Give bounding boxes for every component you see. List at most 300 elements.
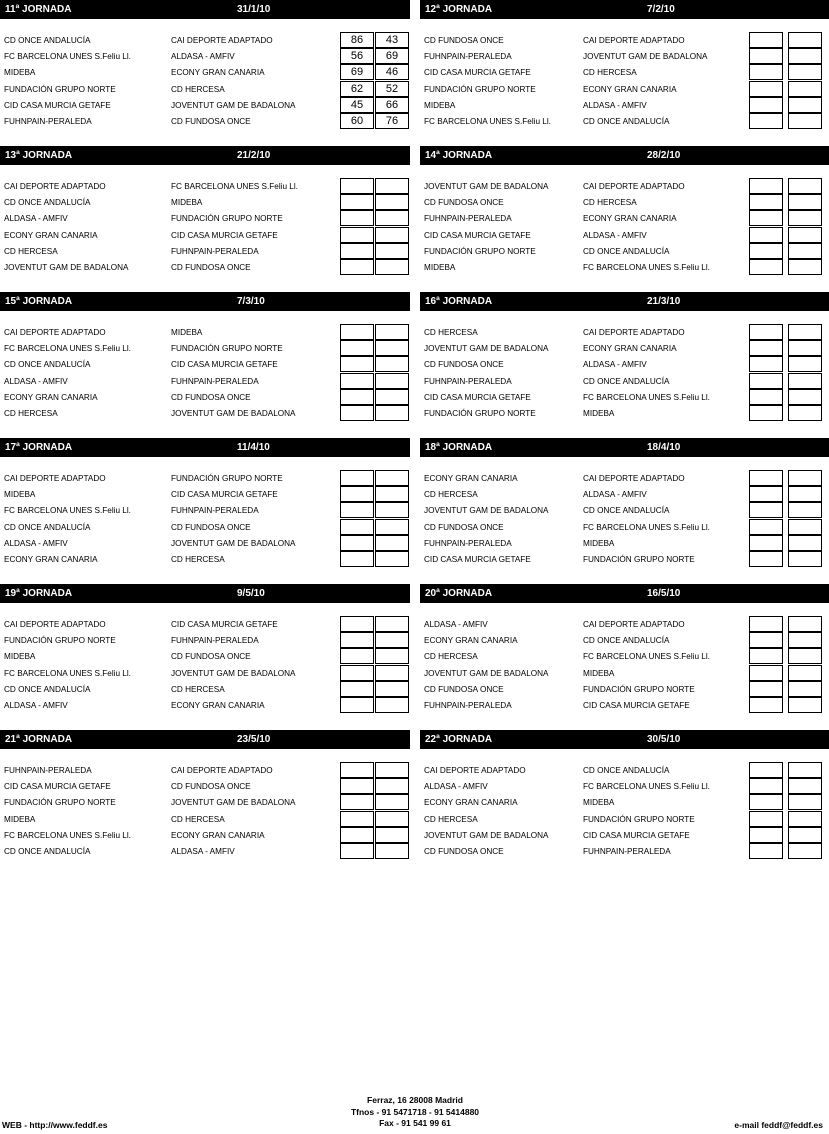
away-score-box[interactable]: 43 [375, 32, 409, 48]
away-score-box[interactable] [788, 470, 822, 486]
away-score-box[interactable] [788, 340, 822, 356]
away-score-box[interactable] [788, 502, 822, 518]
home-team: ECONY GRAN CANARIA [4, 230, 98, 240]
home-score-box[interactable] [340, 178, 374, 194]
away-team: CID CASA MURCIA GETAFE [171, 360, 278, 370]
home-score-box[interactable] [340, 616, 374, 632]
home-score-box[interactable] [749, 616, 783, 632]
home-score-box[interactable] [749, 535, 783, 551]
home-team: MIDEBA [424, 262, 456, 272]
away-team: CAI DEPORTE ADAPTADO [583, 182, 685, 191]
home-score-box[interactable] [749, 389, 783, 405]
away-score-box[interactable] [788, 178, 822, 194]
home-team: CID CASA MURCIA GETAFE [424, 392, 531, 402]
away-score-box[interactable] [788, 389, 822, 405]
home-score-box[interactable] [749, 178, 783, 194]
match-row [0, 843, 410, 859]
round-block [420, 0, 829, 126]
match-row [0, 648, 410, 664]
home-score-box[interactable] [340, 389, 374, 405]
match-row [420, 178, 829, 194]
match-row [420, 356, 829, 372]
match-list [0, 178, 410, 275]
away-score-box[interactable] [788, 681, 822, 697]
away-score-box[interactable] [375, 373, 409, 389]
match-list [0, 324, 410, 421]
away-score-box[interactable] [788, 778, 822, 794]
round-header [420, 146, 829, 165]
match-row [420, 324, 829, 340]
home-score-box[interactable] [340, 762, 374, 778]
home-team: CD FUNDOSA ONCE [424, 522, 504, 532]
home-score-box[interactable] [749, 32, 783, 48]
match-row [0, 178, 410, 194]
away-score-box[interactable] [788, 81, 822, 97]
home-score-box[interactable] [340, 535, 374, 551]
home-team: FUNDACIÓN GRUPO NORTE [424, 84, 536, 94]
home-team: FUHNPAIN-PERALEDA [424, 52, 512, 62]
match-list [420, 470, 829, 567]
home-score-box[interactable] [749, 81, 783, 97]
home-score-box[interactable] [340, 324, 374, 340]
away-team: FC BARCELONA UNES S.Feliu Ll. [583, 522, 710, 532]
away-score-box[interactable] [788, 632, 822, 648]
home-team: CD ONCE ANDALUCÍA [4, 360, 91, 370]
round-header [420, 0, 829, 19]
away-score-box[interactable] [788, 486, 822, 502]
away-team: CD ONCE ANDALUCÍA [583, 246, 670, 256]
away-team: ALDASA - AMFIV [583, 360, 647, 370]
away-score-box[interactable] [375, 340, 409, 356]
away-score-box[interactable] [375, 194, 409, 210]
round-header [0, 584, 410, 603]
home-score-box[interactable] [749, 243, 783, 259]
home-score-box[interactable] [749, 356, 783, 372]
home-team: CD HERCESA [424, 652, 478, 662]
home-team: CD FUNDOSA ONCE [424, 684, 504, 694]
home-team: CID CASA MURCIA GETAFE [424, 230, 531, 240]
away-team: CAI DEPORTE ADAPTADO [583, 36, 685, 45]
match-row [420, 97, 829, 113]
home-team: MIDEBA [424, 100, 456, 110]
home-team: ECONY GRAN CANARIA [424, 636, 518, 646]
away-score-box[interactable] [375, 794, 409, 810]
away-team: MIDEBA [583, 668, 615, 678]
away-score-box[interactable] [375, 551, 409, 567]
round-block [420, 730, 829, 856]
match-row [0, 113, 410, 129]
away-score-box[interactable] [788, 811, 822, 827]
home-score-box[interactable] [749, 502, 783, 518]
home-team: CD HERCESA [424, 814, 478, 824]
home-score-box[interactable] [749, 210, 783, 226]
away-score-box[interactable] [788, 697, 822, 713]
match-row [420, 243, 829, 259]
home-score-box[interactable] [749, 827, 783, 843]
away-score-box[interactable] [788, 227, 822, 243]
match-row [420, 616, 829, 632]
match-row [420, 340, 829, 356]
home-score-box[interactable] [340, 811, 374, 827]
home-score-box[interactable] [749, 405, 783, 421]
away-score-box[interactable] [375, 843, 409, 859]
home-score-box[interactable] [340, 486, 374, 502]
home-score-box[interactable] [340, 681, 374, 697]
match-row [0, 551, 410, 567]
round-header [420, 730, 829, 749]
round-date: 11/4/10 [237, 442, 270, 453]
away-score-box[interactable] [788, 373, 822, 389]
home-score-box[interactable] [749, 778, 783, 794]
away-team: MIDEBA [171, 328, 203, 337]
home-score-box[interactable] [340, 778, 374, 794]
match-row [420, 81, 829, 97]
match-row [420, 762, 829, 778]
away-score-box[interactable] [375, 405, 409, 421]
away-score-box[interactable] [375, 356, 409, 372]
home-team: CD FUNDOSA ONCE [424, 36, 504, 45]
away-team: JOVENTUT GAM DE BADALONA [171, 668, 296, 678]
home-score-box[interactable] [749, 64, 783, 80]
home-team: FUNDACIÓN GRUPO NORTE [4, 84, 116, 94]
home-score-box[interactable] [749, 648, 783, 664]
round-date: 18/4/10 [647, 442, 681, 453]
match-row [0, 502, 410, 518]
match-row [420, 259, 829, 275]
away-score-box[interactable] [375, 519, 409, 535]
away-score-box[interactable] [788, 794, 822, 810]
away-score-box[interactable] [375, 811, 409, 827]
away-team: CD ONCE ANDALUCÍA [583, 766, 670, 775]
home-team: ALDASA - AMFIV [4, 700, 68, 710]
home-team: JOVENTUT GAM DE BADALONA [4, 262, 129, 272]
home-score-box[interactable] [749, 373, 783, 389]
away-score-box[interactable] [788, 665, 822, 681]
away-score-box[interactable] [788, 762, 822, 778]
home-score-box[interactable] [749, 470, 783, 486]
away-team: CD ONCE ANDALUCÍA [583, 506, 670, 516]
home-team: FUNDACIÓN GRUPO NORTE [4, 798, 116, 808]
home-team: CAI DEPORTE ADAPTADO [4, 328, 106, 337]
away-score-box[interactable] [375, 697, 409, 713]
home-team: CD ONCE ANDALUCÍA [4, 522, 91, 532]
away-score-box[interactable] [375, 632, 409, 648]
match-list [0, 32, 410, 129]
home-score-box[interactable] [749, 762, 783, 778]
away-score-box[interactable] [375, 616, 409, 632]
round-block [420, 146, 829, 272]
away-team: CD FUNDOSA ONCE [171, 262, 251, 272]
home-team: ECONY GRAN CANARIA [424, 474, 518, 483]
home-team: FUHNPAIN-PERALEDA [424, 214, 512, 224]
away-team: JOVENTUT GAM DE BADALONA [171, 100, 296, 110]
away-team: JOVENTUT GAM DE BADALONA [171, 408, 296, 418]
away-team: JOVENTUT GAM DE BADALONA [171, 538, 296, 548]
home-score-box[interactable] [749, 259, 783, 275]
round-header [0, 730, 410, 749]
away-score-box[interactable] [375, 210, 409, 226]
match-row [0, 243, 410, 259]
away-score-box[interactable] [788, 535, 822, 551]
match-row [0, 259, 410, 275]
round-title: 13ª JORNADA [5, 150, 73, 161]
away-score-box[interactable] [788, 48, 822, 64]
home-score-box[interactable] [340, 210, 374, 226]
away-score-box[interactable]: 52 [375, 81, 409, 97]
match-row [420, 778, 829, 794]
away-team: ECONY GRAN CANARIA [583, 214, 677, 224]
home-team: FUHNPAIN-PERALEDA [424, 376, 512, 386]
home-score-box[interactable] [340, 827, 374, 843]
away-score-box[interactable] [788, 519, 822, 535]
away-team: ALDASA - AMFIV [583, 230, 647, 240]
home-score-box[interactable] [340, 227, 374, 243]
round-title: 18ª JORNADA [425, 442, 493, 453]
away-team: MIDEBA [583, 538, 615, 548]
away-team: JOVENTUT GAM DE BADALONA [583, 52, 708, 62]
home-team: MIDEBA [4, 68, 36, 78]
away-score-box[interactable] [375, 178, 409, 194]
home-team: ECONY GRAN CANARIA [424, 798, 518, 808]
away-score-box[interactable] [788, 32, 822, 48]
home-team: MIDEBA [4, 490, 36, 500]
home-score-box[interactable] [340, 519, 374, 535]
home-team: FUHNPAIN-PERALEDA [4, 116, 92, 126]
away-score-box[interactable]: 46 [375, 64, 409, 80]
away-score-box[interactable] [788, 405, 822, 421]
match-row [420, 843, 829, 859]
away-score-box[interactable] [375, 243, 409, 259]
away-score-box[interactable] [375, 827, 409, 843]
home-team: CD FUNDOSA ONCE [424, 198, 504, 208]
home-team: FC BARCELONA UNES S.Feliu Ll. [4, 344, 131, 354]
home-score-box[interactable] [749, 811, 783, 827]
away-score-box[interactable]: 69 [375, 48, 409, 64]
home-score-box[interactable] [340, 697, 374, 713]
away-team: MIDEBA [171, 198, 203, 208]
away-score-box[interactable] [375, 681, 409, 697]
away-team: FUHNPAIN-PERALEDA [171, 636, 259, 646]
home-team: ALDASA - AMFIV [424, 782, 488, 792]
round-block [0, 292, 410, 418]
away-score-box[interactable]: 66 [375, 97, 409, 113]
away-team: CAI DEPORTE ADAPTADO [171, 766, 273, 775]
match-row [420, 405, 829, 421]
away-team: CD HERCESA [583, 68, 637, 78]
home-team: CD HERCESA [424, 328, 478, 337]
home-score-box[interactable] [340, 632, 374, 648]
home-score-box[interactable]: 86 [340, 32, 374, 48]
match-row [0, 340, 410, 356]
home-score-box[interactable] [340, 259, 374, 275]
home-team: CAI DEPORTE ADAPTADO [4, 182, 106, 191]
away-score-box[interactable] [375, 389, 409, 405]
home-score-box[interactable] [340, 194, 374, 210]
home-score-box[interactable] [749, 113, 783, 129]
home-score-box[interactable] [749, 48, 783, 64]
away-team: ALDASA - AMFIV [583, 490, 647, 500]
home-team: FUHNPAIN-PERALEDA [424, 700, 512, 710]
home-score-box[interactable]: 45 [340, 97, 374, 113]
match-row [0, 811, 410, 827]
home-score-box[interactable] [749, 340, 783, 356]
home-team: FUNDACIÓN GRUPO NORTE [424, 246, 536, 256]
home-score-box[interactable]: 56 [340, 48, 374, 64]
home-score-box[interactable] [340, 405, 374, 421]
away-score-box[interactable] [788, 64, 822, 80]
away-team: CID CASA MURCIA GETAFE [171, 230, 278, 240]
match-row [420, 486, 829, 502]
round-title: 22ª JORNADA [425, 734, 493, 745]
away-score-box[interactable] [375, 227, 409, 243]
match-row [420, 665, 829, 681]
away-score-box[interactable] [375, 648, 409, 664]
home-score-box[interactable] [749, 227, 783, 243]
away-score-box[interactable] [788, 616, 822, 632]
match-row [0, 373, 410, 389]
away-score-box[interactable] [375, 778, 409, 794]
away-score-box[interactable] [788, 97, 822, 113]
home-score-box[interactable] [749, 551, 783, 567]
match-row [0, 794, 410, 810]
away-team: MIDEBA [583, 798, 615, 808]
footer-email-link[interactable]: e-mail feddf@feddf.es [734, 1120, 823, 1130]
away-team: FC BARCELONA UNES S.Feliu Ll. [171, 182, 298, 191]
match-row [0, 194, 410, 210]
away-team: CID CASA MURCIA GETAFE [171, 620, 278, 629]
home-score-box[interactable] [340, 551, 374, 567]
round-block [0, 146, 410, 272]
away-score-box[interactable] [788, 210, 822, 226]
round-block [0, 438, 410, 564]
home-score-box[interactable] [749, 486, 783, 502]
away-score-box[interactable] [375, 762, 409, 778]
home-score-box[interactable] [749, 519, 783, 535]
away-score-box[interactable] [375, 486, 409, 502]
away-score-box[interactable] [788, 259, 822, 275]
home-score-box[interactable]: 60 [340, 113, 374, 129]
home-score-box[interactable] [749, 665, 783, 681]
home-score-box[interactable] [749, 194, 783, 210]
match-row [0, 324, 410, 340]
round-header [420, 438, 829, 457]
away-score-box[interactable] [788, 827, 822, 843]
away-score-box[interactable] [375, 259, 409, 275]
round-title: 16ª JORNADA [425, 296, 493, 307]
away-team: ECONY GRAN CANARIA [583, 84, 677, 94]
home-score-box[interactable] [340, 373, 374, 389]
home-team: CAI DEPORTE ADAPTADO [4, 620, 106, 629]
away-score-box[interactable] [375, 535, 409, 551]
match-row [420, 535, 829, 551]
away-score-box[interactable] [375, 502, 409, 518]
home-team: CD HERCESA [424, 490, 478, 500]
away-team: CD FUNDOSA ONCE [171, 782, 251, 792]
round-title: 12ª JORNADA [425, 4, 493, 15]
round-title: 21ª JORNADA [5, 734, 73, 745]
home-score-box[interactable] [340, 794, 374, 810]
away-team: CD HERCESA [171, 554, 225, 564]
away-team: CID CASA MURCIA GETAFE [583, 830, 690, 840]
round-date: 28/2/10 [647, 150, 681, 161]
away-team: FC BARCELONA UNES S.Feliu Ll. [583, 392, 710, 402]
away-team: ECONY GRAN CANARIA [583, 344, 677, 354]
away-team: CD HERCESA [171, 684, 225, 694]
away-score-box[interactable] [788, 843, 822, 859]
match-row [420, 681, 829, 697]
home-score-box[interactable] [340, 356, 374, 372]
away-team: FUNDACIÓN GRUPO NORTE [583, 554, 695, 564]
home-team: JOVENTUT GAM DE BADALONA [424, 830, 549, 840]
away-score-box[interactable]: 76 [375, 113, 409, 129]
away-score-box[interactable] [788, 243, 822, 259]
away-team: FC BARCELONA UNES S.Feliu Ll. [583, 782, 710, 792]
round-title: 19ª JORNADA [5, 588, 73, 599]
home-team: CID CASA MURCIA GETAFE [4, 100, 111, 110]
round-block [420, 438, 829, 564]
away-score-box[interactable] [375, 324, 409, 340]
round-block [0, 730, 410, 856]
home-score-box[interactable] [340, 470, 374, 486]
away-score-box[interactable] [788, 194, 822, 210]
home-score-box[interactable] [340, 243, 374, 259]
footer-web-link[interactable]: WEB - http://www.feddf.es [2, 1120, 108, 1130]
round-title: 11ª JORNADA [5, 4, 72, 15]
home-score-box[interactable] [749, 794, 783, 810]
home-score-box[interactable] [749, 632, 783, 648]
round-date: 7/2/10 [647, 4, 675, 15]
footer-contact [300, 1095, 530, 1130]
home-score-box[interactable] [749, 97, 783, 113]
away-score-box[interactable] [375, 470, 409, 486]
away-score-box[interactable] [375, 665, 409, 681]
home-score-box[interactable] [340, 648, 374, 664]
away-team: CD HERCESA [171, 814, 225, 824]
home-score-box[interactable] [749, 324, 783, 340]
home-score-box[interactable] [749, 681, 783, 697]
match-row [0, 356, 410, 372]
home-score-box[interactable] [340, 340, 374, 356]
home-team: CID CASA MURCIA GETAFE [424, 68, 531, 78]
match-row [0, 486, 410, 502]
home-team: CAI DEPORTE ADAPTADO [424, 766, 526, 775]
round-title: 14ª JORNADA [425, 150, 493, 161]
home-score-box[interactable] [749, 697, 783, 713]
home-score-box[interactable]: 69 [340, 64, 374, 80]
home-score-box[interactable]: 62 [340, 81, 374, 97]
home-score-box[interactable] [340, 502, 374, 518]
match-row [420, 227, 829, 243]
home-team: FC BARCELONA UNES S.Feliu Ll. [4, 668, 131, 678]
match-list [0, 470, 410, 567]
home-team: JOVENTUT GAM DE BADALONA [424, 668, 549, 678]
home-score-box[interactable] [749, 843, 783, 859]
away-score-box[interactable] [788, 324, 822, 340]
away-team: CAI DEPORTE ADAPTADO [583, 328, 685, 337]
home-score-box[interactable] [340, 843, 374, 859]
home-team: CD FUNDOSA ONCE [424, 360, 504, 370]
away-score-box[interactable] [788, 356, 822, 372]
round-date: 9/5/10 [237, 588, 265, 599]
match-row [0, 32, 410, 48]
away-score-box[interactable] [788, 551, 822, 567]
away-score-box[interactable] [788, 648, 822, 664]
away-score-box[interactable] [788, 113, 822, 129]
home-score-box[interactable] [340, 665, 374, 681]
match-list [0, 616, 410, 713]
away-team: ECONY GRAN CANARIA [171, 700, 265, 710]
away-team: FUNDACIÓN GRUPO NORTE [171, 214, 283, 224]
